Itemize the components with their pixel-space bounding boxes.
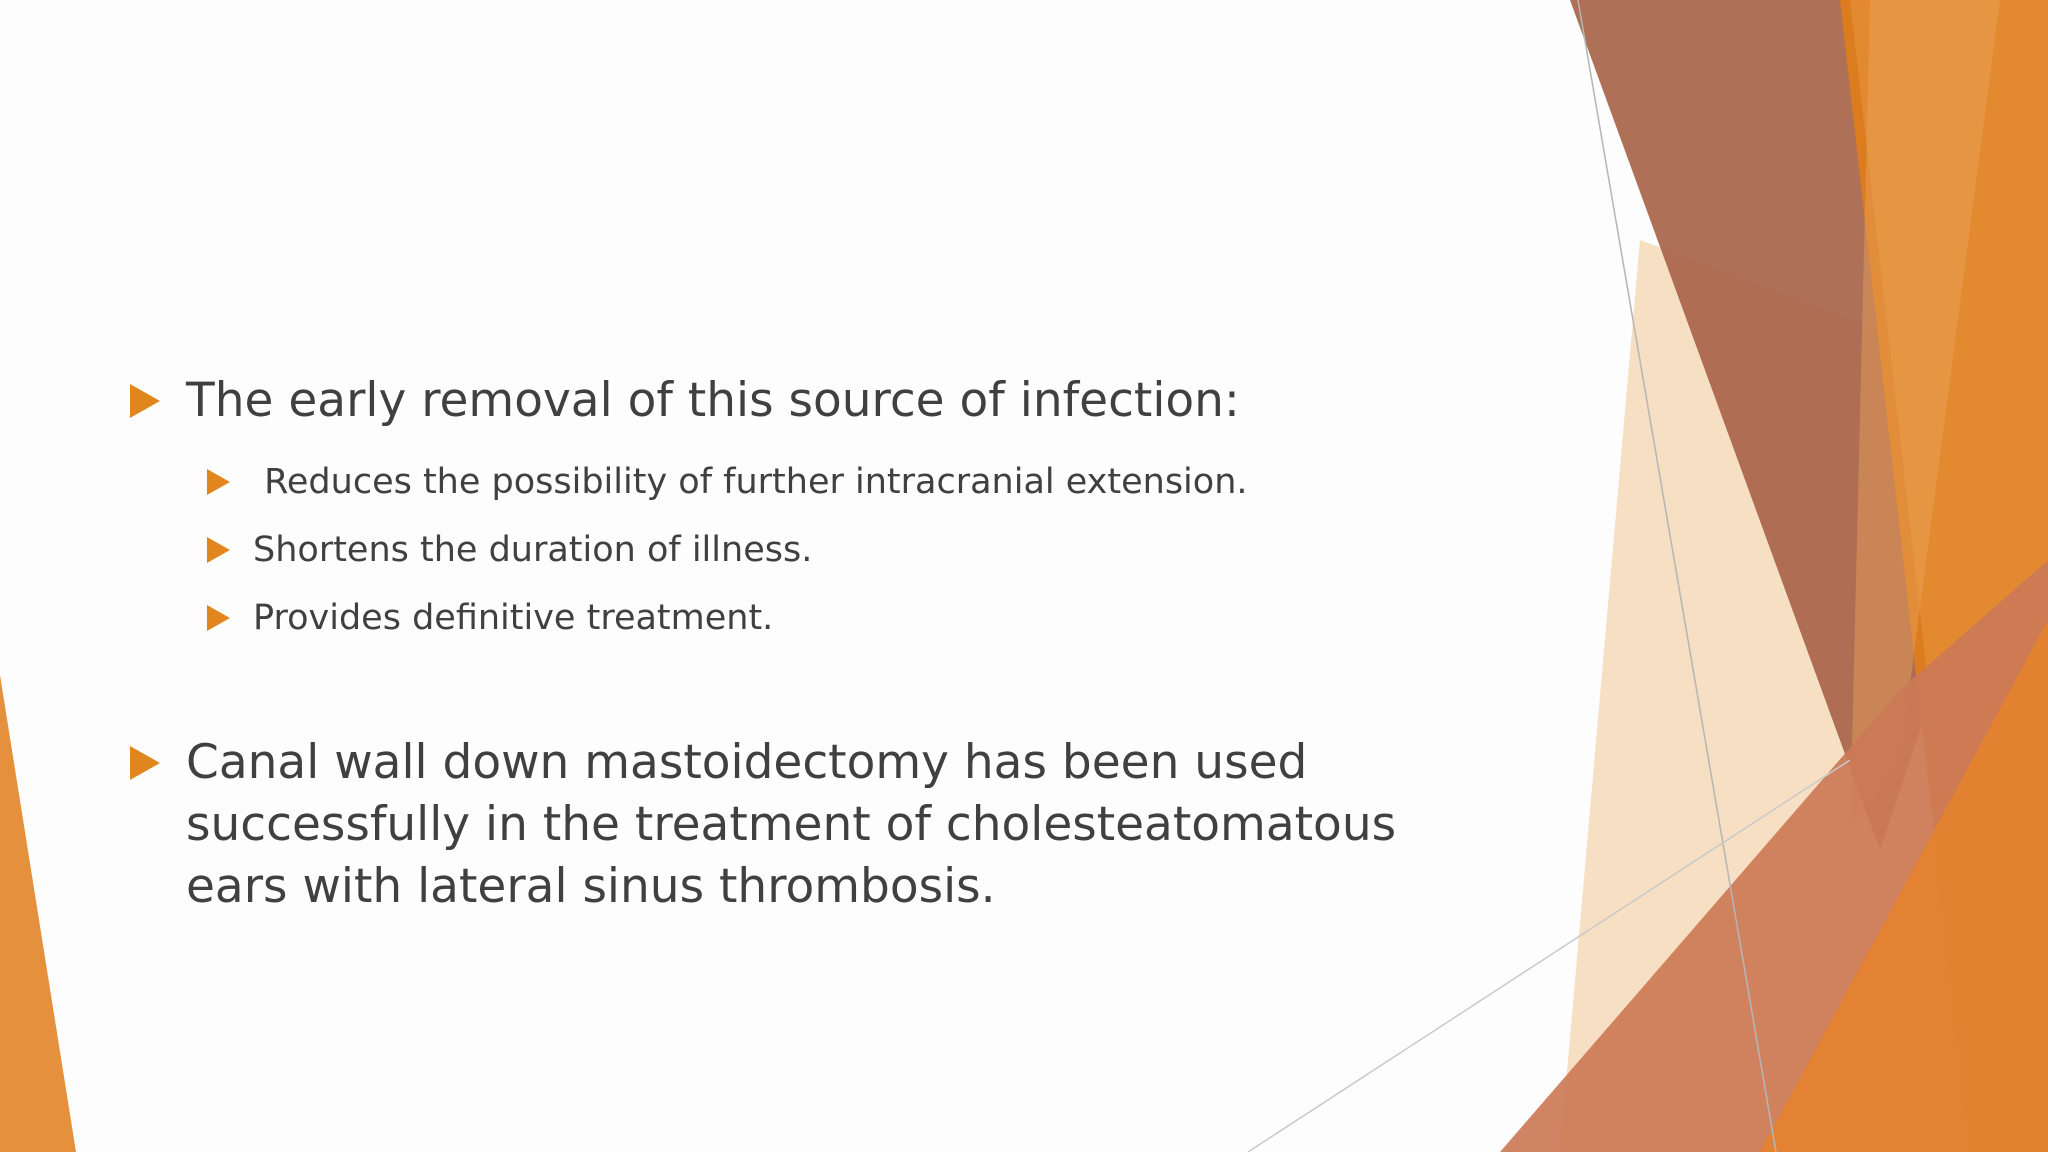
triangle-right-icon: [207, 605, 230, 631]
sub-bullet-text: Reduces the possibility of further intracranial extension.: [253, 462, 1248, 502]
triangle-right-icon: [130, 384, 160, 418]
sub-bullet-text: Provides definitive treatment.: [253, 598, 774, 638]
sub-bullet-item-shortens: [207, 527, 1507, 573]
bullet-text: Canal wall down mastoidectomy has been used successfully in the treatment of cholesteatomatous ears with lateral sinus thrombosis.: [186, 735, 1412, 914]
bullet-text: The early removal of this source of infection:: [186, 373, 1240, 428]
sub-bullet-text: Shortens the duration of illness.: [253, 530, 813, 570]
triangle-right-icon: [207, 469, 230, 495]
left-orange-shape: [0, 675, 76, 1152]
triangle-right-icon: [207, 537, 230, 563]
bullet-item-early-removal: [130, 370, 1510, 432]
triangle-right-icon: [130, 746, 160, 780]
sub-bullet-item-reduces: [207, 459, 1507, 505]
sub-bullet-item-provides: [207, 595, 1507, 641]
bullet-item-canal-wall-down: [130, 732, 1510, 918]
